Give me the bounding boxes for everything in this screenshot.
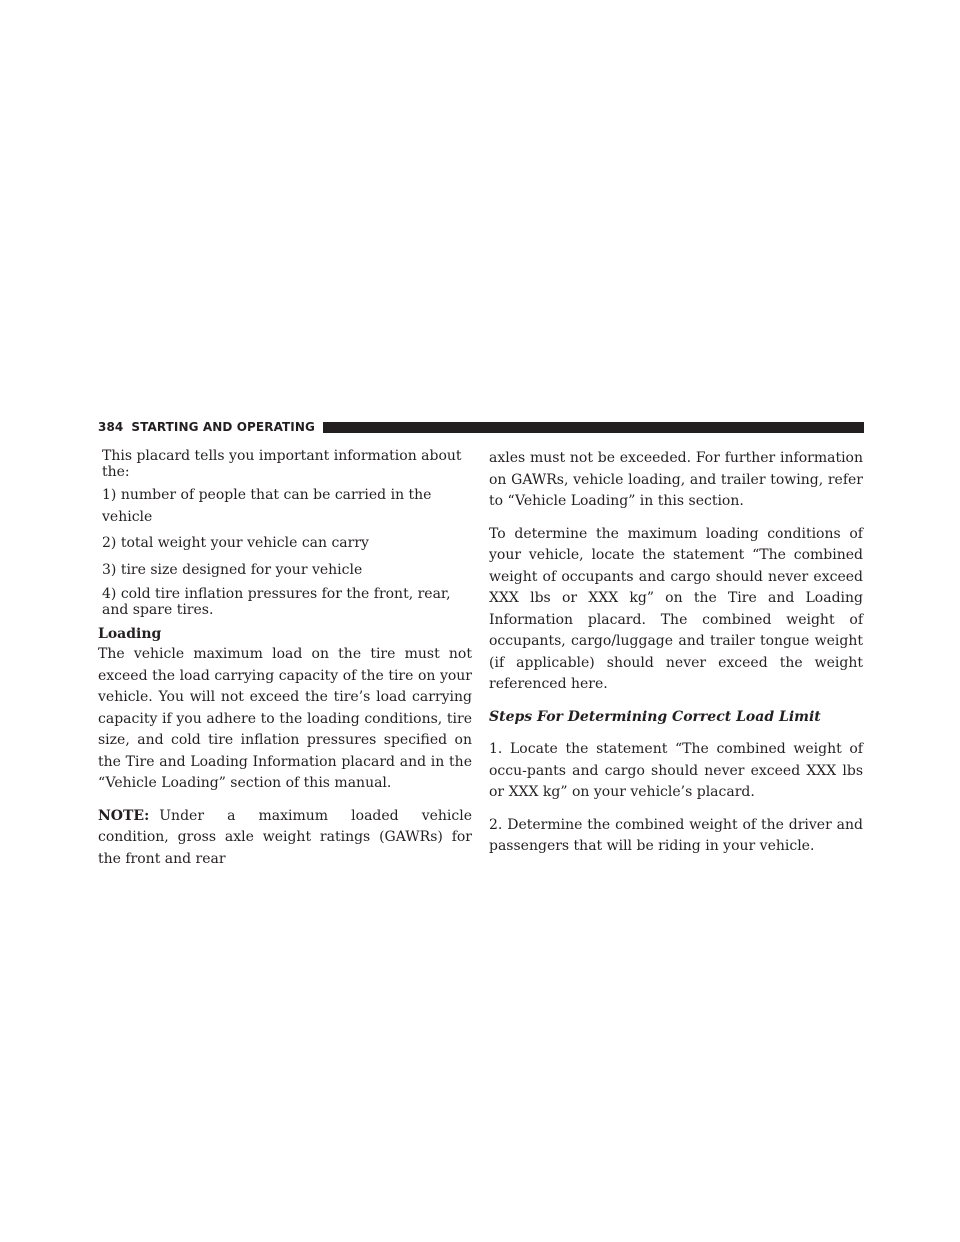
gawr-paragraph: axles must not be exceeded. For further information on GAWRs, vehicle loading, and trailer towing, refer to “Vehicle Loading” in this section. [489, 450, 863, 509]
page-number: 384 [98, 420, 124, 434]
note-label: NOTE: [98, 807, 150, 824]
max-loading-paragraph: To determine the maximum loading conditions of your vehicle, locate the statement “The combined weight of occupants and cargo should never exceed XXX lbs or XXX kg” on the Tire and Loading Information placard. The combined weight of occupants, cargo/luggage and trailer tongue weight (if applicable) should never exceed the weight referenced here. [489, 525, 863, 692]
placard-intro: This placard tells you important information about the: [102, 448, 462, 480]
step-1: 1. Locate the statement “The combined weight of occu-pants and cargo should never exceed XXX lbs or XXX kg” on your vehicle’s placard. [489, 741, 863, 800]
right-column [489, 448, 863, 869]
note-paragraph [98, 806, 472, 871]
loading-heading: Loading [98, 626, 162, 642]
note-text: Under a maximum loaded vehicle condition, gross axle weight ratings (GAWRs) for the front and rear [98, 807, 472, 867]
placard-item-3: 3) tire size designed for your vehicle [102, 561, 363, 578]
left-column [98, 448, 472, 870]
placard-item-1: 1) number of people that can be carried in the vehicle [102, 487, 432, 525]
section-title: STARTING AND OPERATING [131, 420, 315, 434]
page-header [98, 418, 864, 436]
steps-heading: Steps For Determining Correct Load Limit [489, 708, 821, 725]
placard-item-2: 2) total weight your vehicle can carry [102, 535, 369, 551]
header-rule [323, 422, 864, 433]
placard-info-box [98, 448, 472, 618]
step-2: 2. Determine the combined weight of the driver and passengers that will be riding in your vehicle. [489, 816, 863, 854]
loading-paragraph: The vehicle maximum load on the tire must not exceed the load carrying capacity of the tire on your vehicle. You will not exceed the tire’s load carrying capacity if you adhere to the loading conditions, tire size, and cold tire inflation pressures specified on the Tire and Loading Information placard and in the “Vehicle Loading” section of this manual. [98, 646, 472, 791]
placard-item-4: 4) cold tire inflation pressures for the front, rear, and spare tires. [102, 586, 451, 618]
